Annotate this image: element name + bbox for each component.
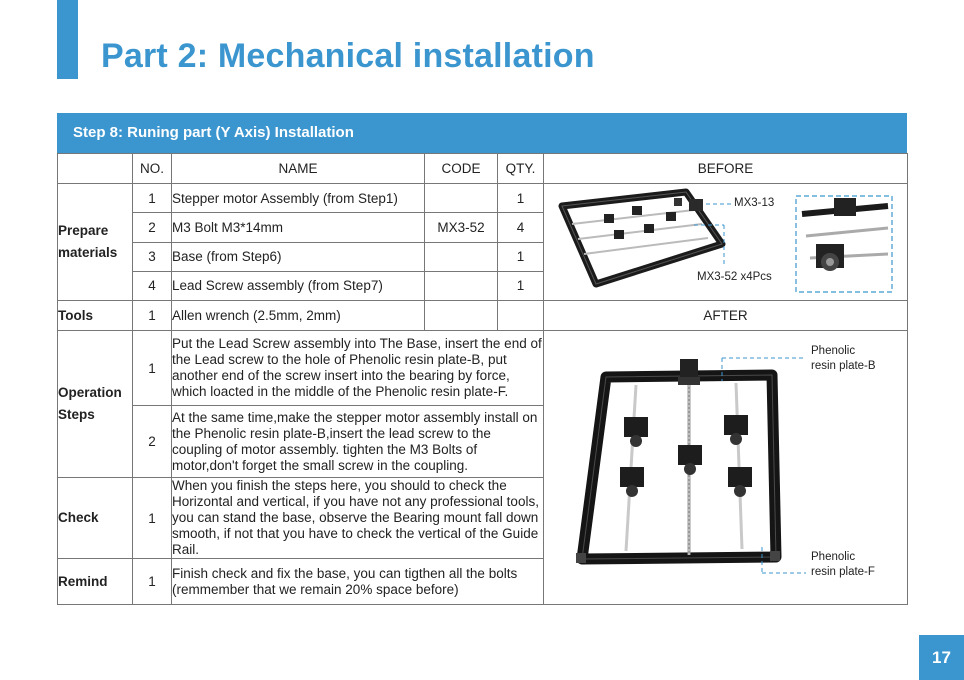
callout-mx3-13: MX3-13 xyxy=(734,197,775,209)
item-code xyxy=(425,242,498,271)
zoom-detail-drawing xyxy=(802,198,888,271)
item-qty: 4 xyxy=(498,213,544,242)
item-name: Stepper motor Assembly (from Step1) xyxy=(172,184,425,213)
item-no: 4 xyxy=(133,271,172,300)
item-code xyxy=(425,271,498,300)
item-name: Base (from Step6) xyxy=(172,242,425,271)
title-accent-bar xyxy=(57,0,78,79)
before-image xyxy=(544,184,908,301)
check-text: When you finish the steps here, you should to check the Horizontal and vertical, if you have not any professional tools, you can stand the base, observe the Bearing mount fall down smooth, if not that you have to check the vertical of the Guide Rail. xyxy=(172,478,544,559)
header-no: NO. xyxy=(133,154,172,184)
item-code: MX3-52 xyxy=(425,213,498,242)
tools-qty xyxy=(498,301,544,331)
item-qty: 1 xyxy=(498,184,544,213)
operation-step-text: At the same time,make the stepper motor assembly install on the Phenolic resin plate-B,insert the lead screw to the coupling of motor assembly. tighten the M3 Bolts of motor,don't forget the small screw in the coupling. xyxy=(172,406,544,478)
item-qty: 1 xyxy=(498,271,544,300)
after-image xyxy=(544,331,908,605)
remind-no: 1 xyxy=(133,559,172,605)
tools-name: Allen wrench (2.5mm, 2mm) xyxy=(172,301,425,331)
header-before: BEFORE xyxy=(544,154,908,184)
operation-row xyxy=(58,331,908,406)
tools-label: Tools xyxy=(58,301,133,331)
item-no: 2 xyxy=(133,213,172,242)
assembled-base-drawing xyxy=(576,359,780,563)
tools-no: 1 xyxy=(133,301,172,331)
remind-text: Finish check and fix the base, you can tigthen all the bolts (remmember that we remain 20% space before) xyxy=(172,559,544,605)
header-code: CODE xyxy=(425,154,498,184)
header-row xyxy=(58,154,908,184)
item-name: Lead Screw assembly (from Step7) xyxy=(172,271,425,300)
page-number-badge: 17 xyxy=(919,635,964,680)
prepare-materials-label: Prepare materials xyxy=(58,184,133,301)
check-no: 1 xyxy=(133,478,172,559)
item-qty: 1 xyxy=(498,242,544,271)
header-empty-cell xyxy=(58,154,133,184)
item-name: M3 Bolt M3*14mm xyxy=(172,213,425,242)
operation-step-text: Put the Lead Screw assembly into The Base, insert the end of the Lead screw to the hole of Phenolic resin plate-B, put another end of the screw insert into the bearing by force, which loacted in the middle of the Phenolic resin plate-F. xyxy=(172,331,544,406)
tools-code xyxy=(425,301,498,331)
step-header: Step 8: Runing part (Y Axis) Installation xyxy=(57,113,907,153)
installation-table xyxy=(57,153,908,605)
remind-label: Remind xyxy=(58,559,133,605)
header-qty: QTY. xyxy=(498,154,544,184)
callout-phenolic-plate-f: Phenolic resin plate-F xyxy=(811,551,875,578)
callout-phenolic-plate-b: Phenolic resin plate-B xyxy=(811,345,876,372)
operation-step-no: 2 xyxy=(133,406,172,478)
tools-row xyxy=(58,301,908,331)
item-no: 3 xyxy=(133,242,172,271)
header-name: NAME xyxy=(172,154,425,184)
page-title: Part 2: Mechanical installation xyxy=(101,37,595,75)
operation-steps-label: Operation Steps xyxy=(58,331,133,478)
operation-step-no: 1 xyxy=(133,331,172,406)
callout-mx3-52: MX3-52 x4Pcs xyxy=(697,271,772,283)
item-no: 1 xyxy=(133,184,172,213)
table-row xyxy=(58,184,908,213)
item-code xyxy=(425,184,498,213)
header-after: AFTER xyxy=(544,301,908,331)
check-label: Check xyxy=(58,478,133,559)
